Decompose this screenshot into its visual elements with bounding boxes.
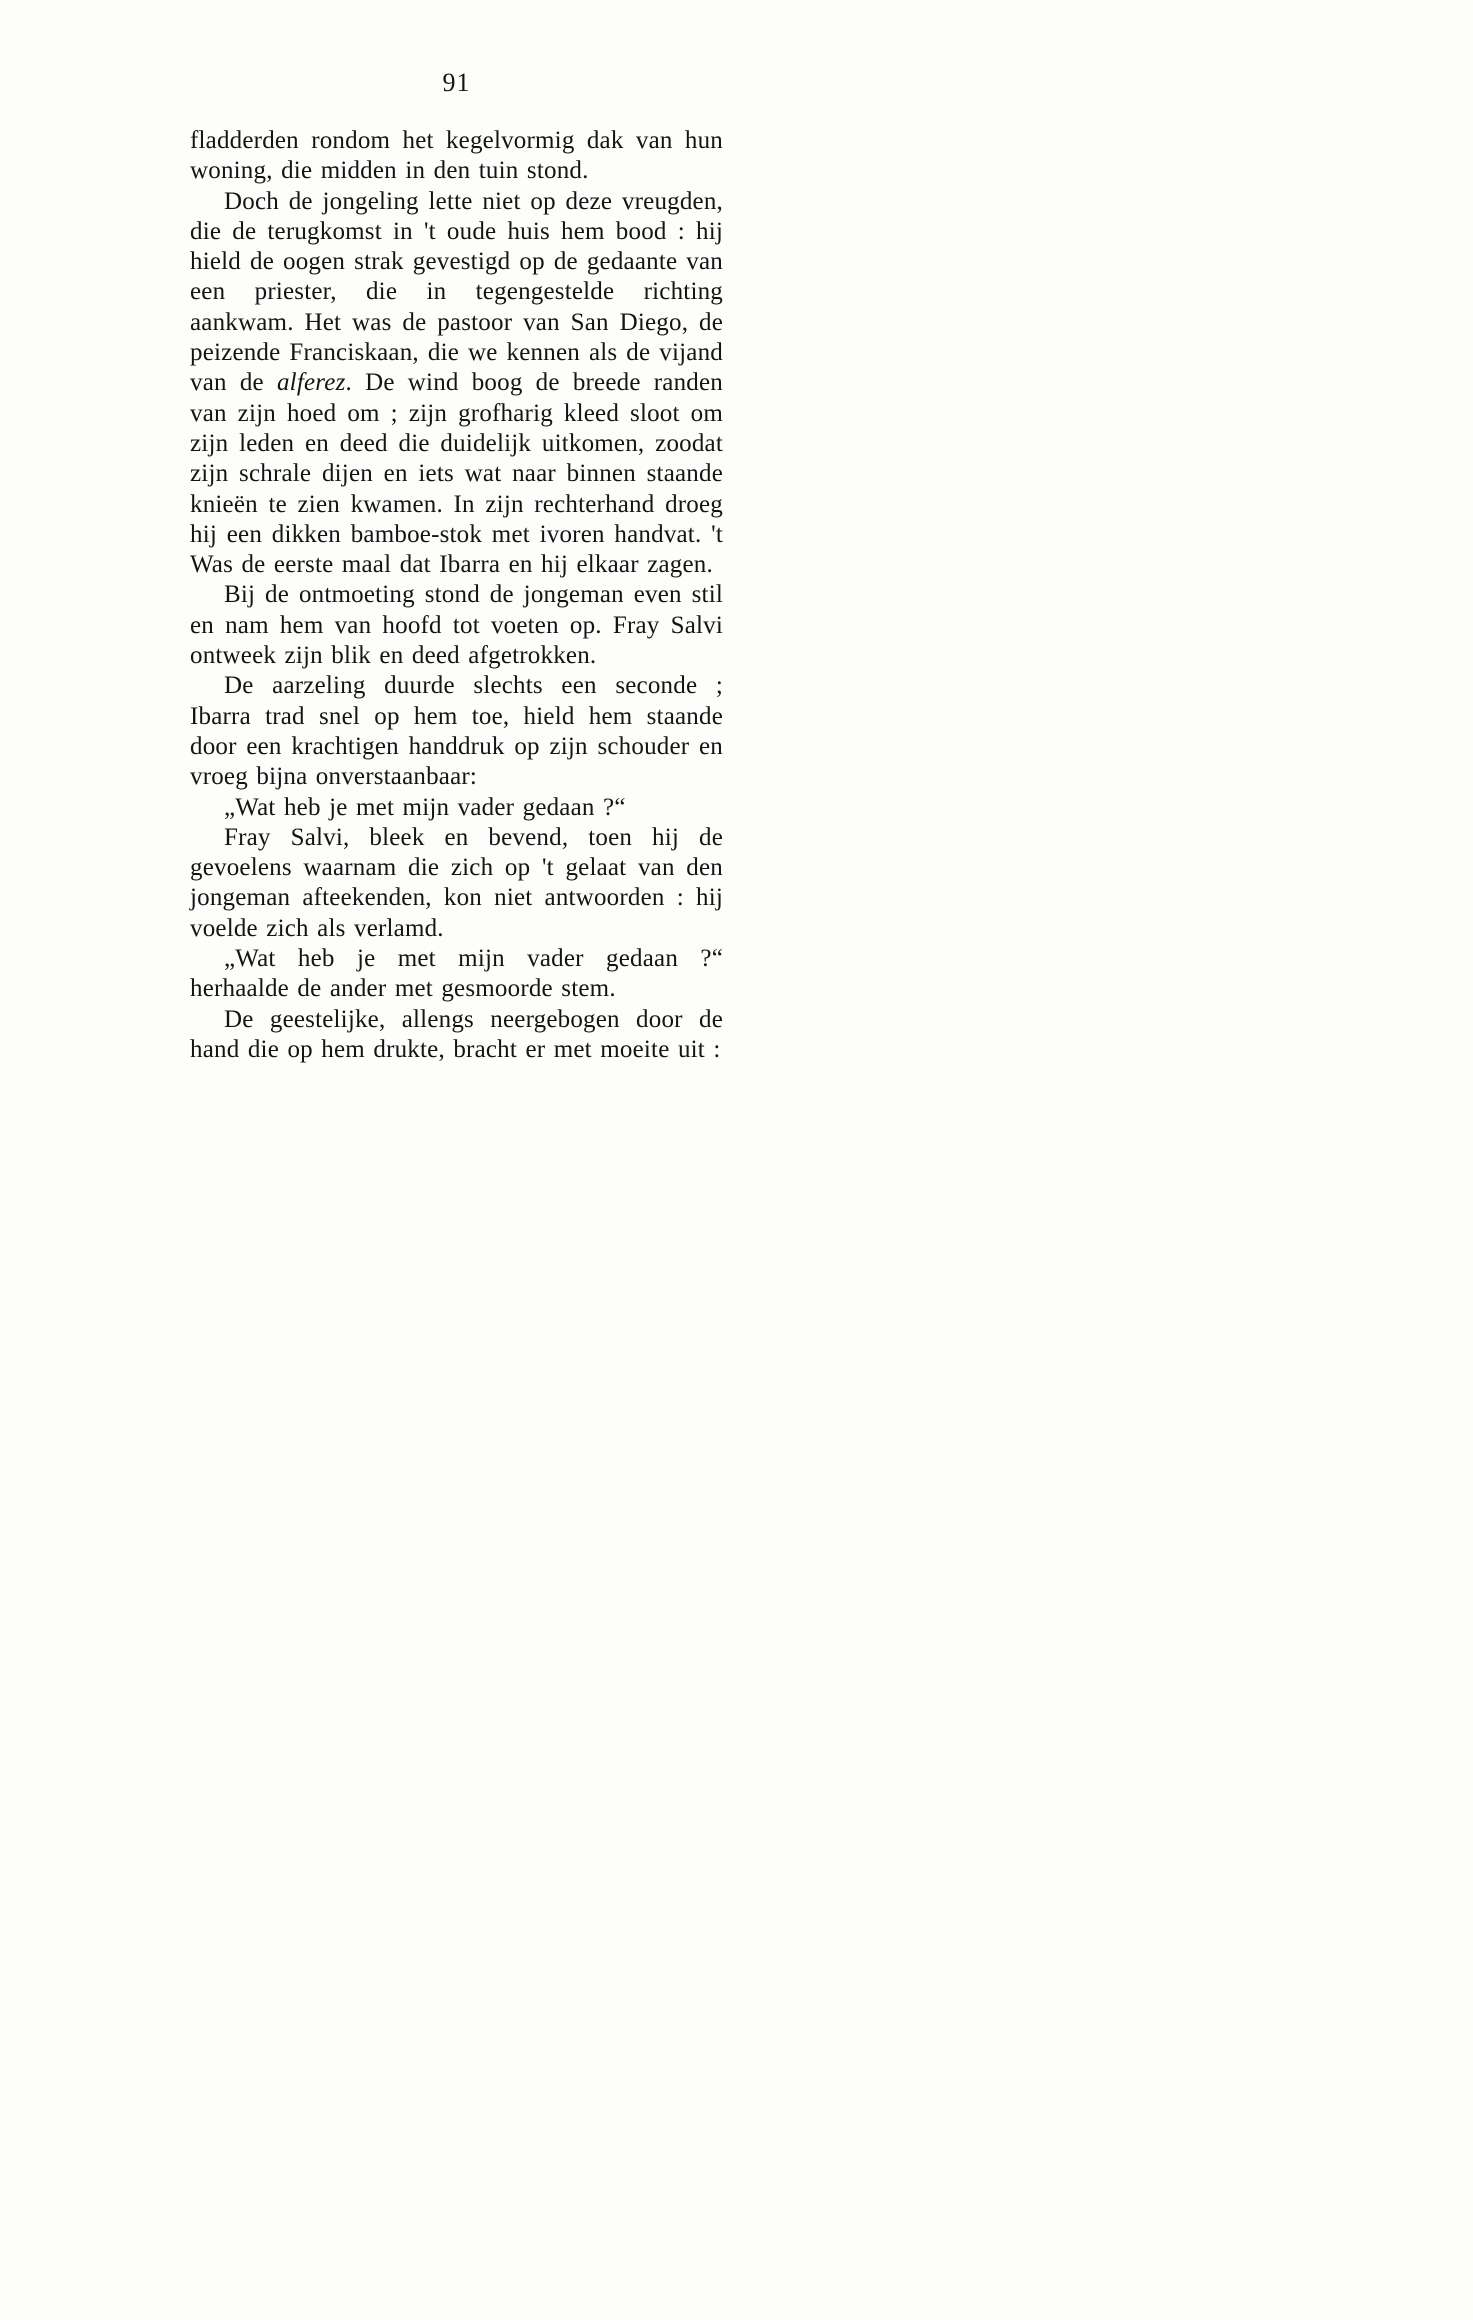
paragraph [190,944,723,1005]
page-number: 91 [442,68,471,97]
text-run: De aarzeling duurde slechts een seconde ; Ibarra trad snel op hem toe, hield hem staande door een krachtigen handdruk op zijn schouder en vroeg bijna onverstaanbaar: [190,672,723,791]
text-run: Fray Salvi, bleek en bevend, toen hij de gevoelens waarnam die zich op 't gelaat van den jongeman afteekenden, kon niet antwoorden : hij voelde zich als verlamd. [190,823,723,942]
paragraph [190,126,723,187]
paragraph [190,187,723,581]
italic-text-run: alferez [276,369,346,397]
paragraph [190,580,723,671]
text-run: Bij de ontmoeting stond de jongeman even stil en nam hem van hoofd tot voeten op. Fray Salvi ontweek zijn blik en deed afgetrokken. [190,581,723,670]
page-text [190,126,723,1065]
text-run: „Wat heb je met mijn vader gedaan ?“ herhaalde de ander met gesmoorde stem. [190,945,723,1003]
text-run: . De wind boog de breede randen van zijn hoed om ; zijn grofharig kleed sloot om zijn leden en deed die duidelijk uitkomen, zoodat zijn schrale dijen en iets wat naar binnen staande knieën te zien kwamen. In zijn rechterhand droeg hij een dikken bamboe-stok met ivoren handvat. 't Was de eerste maal dat Ibarra en hij elkaar zagen. [190,369,723,579]
paragraph [190,793,723,823]
paragraph [190,1005,723,1066]
paragraph [190,823,723,944]
text-run: De geestelijke, allengs neergebogen door de hand die op hem drukte, bracht er met moeite uit : [190,1005,723,1063]
paragraph [190,671,723,792]
text-run: Doch de jongeling lette niet op deze vreugden, die de terugkomst in 't oude huis hem bood : hij hield de oogen strak gevestigd op de gedaante van een priester, die in tegengestelde richting aankwam. Het was de pastoor van San Diego, de peizende Franciskaan, die we kennen als de vijand van de [190,187,723,397]
text-run: „Wat heb je met mijn vader gedaan ?“ [224,793,626,821]
text-run: fladderden rondom het kegelvormig dak van hun woning, die midden in den tuin stond. [190,127,723,185]
